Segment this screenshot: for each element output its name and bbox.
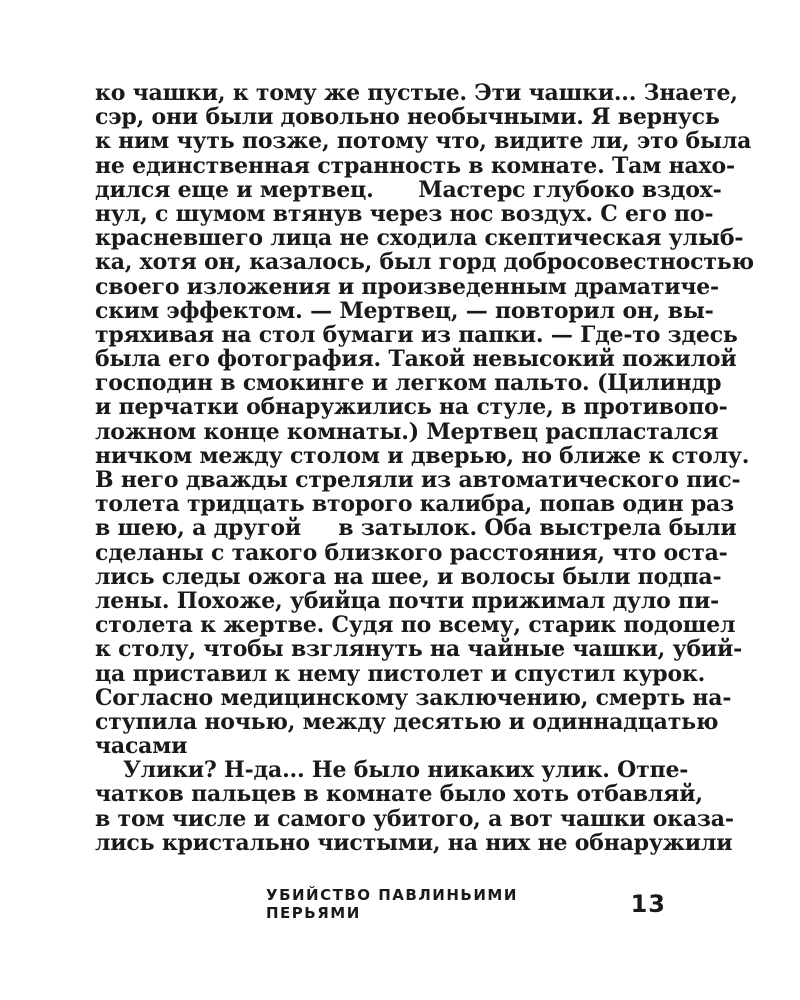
text-line: ским эффектом. — Мертвец, — повторил он, вы- <box>95 297 714 324</box>
text-line: Согласно медицинскому заключению, смерть на- <box>95 684 732 711</box>
text-line: в том числе и самого убитого, а вот чашки оказа- <box>95 805 734 832</box>
text-line: господин в смокинге и легком пальто. (Цилиндр <box>95 370 722 397</box>
text-line: и перчатки обнаружились на стуле, в противопо- <box>95 394 728 421</box>
text-line: красневшего лица не сходила скептическая улыб- <box>95 225 744 252</box>
text-line: толета тридцать второго калибра, попав один раз <box>95 491 734 518</box>
text-line: ко чашки, к тому же пустые. Эти чашки... Знаете, <box>95 80 738 106</box>
text-line: к ним чуть позже, потому что, видите ли, это была <box>95 128 752 155</box>
text-line: лись кристально чистыми, на них не обнаружили <box>95 829 733 856</box>
paragraph-start-line: Улики? Н-да... Не было никаких улик. Отпе- <box>123 757 689 784</box>
text-line: дился еще и мертвец. Мастерс глубоко вздох- <box>95 176 722 203</box>
text-line: ступила ночью, между десятью и одиннадцатью <box>95 708 719 735</box>
text-line: ложном конце комнаты.) Мертвец распластался <box>95 418 719 445</box>
text-line: своего изложения и произведенным драматиче- <box>95 273 719 300</box>
text-line: тряхивая на стол бумаги из папки. — Где-то здесь <box>95 321 738 348</box>
text-line: ка, хотя он, казалось, был горд добросовестностью <box>95 249 754 276</box>
text-line: ца приставил к нему пистолет и спустил курок. <box>95 660 706 687</box>
text-line: нул, с шумом втянув через нос воздух. С его по- <box>95 200 714 227</box>
text-line: В него дважды стреляли из автоматического пис- <box>95 467 741 493</box>
book-title: УБИЙСТВО ПАВЛИНЬИМИ ПЕРЬЯМИ <box>266 886 518 922</box>
page-number: 13 <box>630 890 666 918</box>
text-line: часами <box>95 733 188 760</box>
text-line: была его фотография. Такой невысокий пожилой <box>95 346 737 373</box>
text-line: столета к жертве. Судя по всему, старик подошел <box>95 612 736 639</box>
running-footer <box>266 886 666 922</box>
text-line: ничком между столом и дверью, но ближе к столу. <box>95 442 750 469</box>
text-line: чатков пальцев в комнате было хоть отбавляй, <box>95 781 703 808</box>
text-line: не единственная странность в комнате. Там нахо- <box>95 152 735 179</box>
text-line: в шею, а другой в затылок. Оба выстрела были <box>95 515 737 542</box>
text-line: лены. Похоже, убийца почти прижимал дуло пи- <box>95 587 720 614</box>
text-line: лись следы ожога на шее, и волосы были подпа- <box>95 563 722 590</box>
text-line: к столу, чтобы взглянуть на чайные чашки, убий- <box>95 636 743 663</box>
body-text <box>95 80 754 856</box>
text-line: сэр, они были довольно необычными. Я вернусь <box>95 104 720 131</box>
text-line: сделаны с такого близкого расстояния, что оста- <box>95 539 728 566</box>
